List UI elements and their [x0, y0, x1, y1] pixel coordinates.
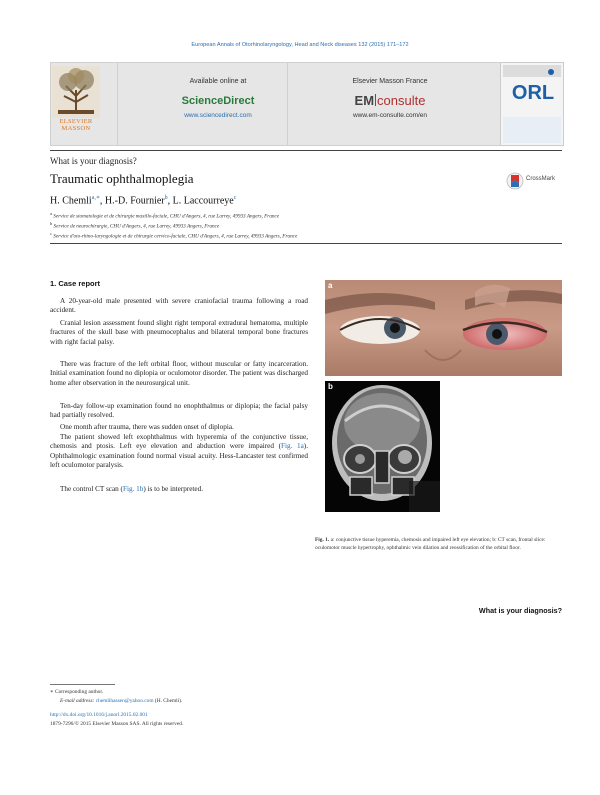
affiliation-marker: a — [50, 211, 52, 216]
author-name: H. Chemli — [50, 195, 92, 207]
panel-label-a: a — [328, 281, 333, 290]
affiliation — [50, 221, 219, 230]
figure-reference-link[interactable]: Fig. 1b — [122, 485, 144, 493]
doi-link[interactable] — [50, 712, 148, 718]
journal-cover-title: ORL — [511, 82, 555, 104]
email-note — [60, 698, 182, 704]
figure-panel-b-ct-scan — [325, 381, 440, 512]
paragraph: Cranial lesion assessment found slight right temporal extradural hematoma, multiple fractures of the skull base with pneumocephalus and bilateral temporal bone fractures with right facial palsy. — [50, 319, 308, 346]
author-name: H.-D. Fournier — [104, 195, 165, 207]
crossmark-badge[interactable] — [506, 172, 562, 190]
em-logo-right: consulte — [377, 93, 426, 108]
sciencedirect-logo[interactable]: ScienceDirect — [181, 95, 255, 107]
author-affil-marker[interactable]: a,∗ — [91, 195, 100, 201]
email-label: E-mail address: — [60, 698, 96, 704]
author-affil-marker[interactable]: c — [233, 195, 237, 201]
paragraph-text: The control CT scan ( — [60, 485, 123, 493]
crossmark-label: CrossMark — [526, 176, 556, 182]
affiliation-marker: c — [50, 231, 52, 236]
crossmark-icon — [506, 172, 524, 190]
corresponding-author-note: ∗ Corresponding author. — [50, 689, 104, 695]
paragraph-text: ) is to be interpreted. — [143, 485, 204, 493]
affiliation — [50, 211, 279, 220]
paragraph: Ten-day follow-up examination found no enophthalmus or diplopia; the facial palsy had partially resolved. — [50, 402, 308, 420]
elsevier-wordmark: ELSEVIER MASSON — [59, 118, 93, 132]
footnote-divider — [50, 684, 115, 685]
author-list — [50, 194, 236, 206]
article-title: Traumatic ophthalmoplegia — [50, 171, 194, 186]
diagnosis-question: What is your diagnosis? — [478, 606, 562, 615]
author-separator: , — [99, 195, 105, 207]
paragraph — [50, 433, 308, 470]
header-divider — [50, 150, 562, 151]
figure-panel-a-photo — [325, 280, 562, 376]
section-heading: 1. Case report — [50, 279, 101, 288]
figure-reference-link[interactable]: Fig. 1a — [280, 442, 304, 451]
em-consulte-logo[interactable] — [330, 93, 450, 108]
paragraph-text: ). Ophthalmologic examination found normal visual acuity. Hess-Lancaster test confirmed left oculomotor paralysis. — [50, 442, 308, 469]
affiliation-text: Service de stomatologie et de chirurgie maxillo-faciale, CHU d'Angers, 4, rue Larrey, 49933 Angers, France — [53, 213, 280, 220]
figure-caption — [315, 536, 562, 552]
paragraph: A 20-year-old male presented with severe craniofacial trauma following a road accident. — [50, 297, 308, 315]
journal-citation: European Annals of Otorhinolaryngology, Head and Neck diseases 132 (2015) 171–172 — [191, 42, 409, 48]
affiliation-text: Service d'oto-rhino-laryngologie et de chirurgie cervico-faciale, CHU d'Angers, 4, rue Larrey, 49933 Angers, France — [53, 233, 298, 240]
email-link[interactable]: chemlihassen@yahoo.com — [95, 698, 154, 704]
sciencedirect-link[interactable]: www.sciencedirect.com — [184, 112, 252, 119]
caption-label: Fig. 1. — [315, 537, 330, 543]
article-section-kicker: What is your diagnosis? — [50, 156, 137, 166]
affiliation — [50, 231, 297, 240]
body-divider — [50, 243, 562, 244]
panel-label-b: b — [328, 382, 333, 391]
em-publisher-name: Elsevier Masson France — [352, 78, 428, 85]
available-online-label: Available online at — [189, 78, 247, 85]
author-separator: , — [167, 195, 173, 207]
paragraph: There was fracture of the left orbital floor, without muscular or fatty incarceration. Initial examination found no diplopia or oculomotor disorder. The patient was discharged home after observation in the neurosurgical unit. — [50, 360, 308, 387]
doi-text: http://dx.doi.org/10.1016/j.anorl.2015.02.001 — [50, 712, 148, 718]
affiliation-text: Service de neurochirurgie, CHU d'Angers, 4, rue Larrey, 49933 Angers, France — [53, 223, 220, 230]
em-consulte-link[interactable]: www.em-consulte.com/en — [352, 112, 428, 119]
caption-text: a: conjunctive tissue hyperemia, chemosis and impaired left eye elevation; b: CT scan, frontal slice: oculomotor muscle hypertrophy, ophthalmic vein dilation and reossification of the orbital floor. — [315, 537, 546, 552]
em-logo-left: EM — [354, 93, 375, 108]
paragraph: One month after trauma, there was sudden onset of diplopia. — [60, 423, 234, 431]
author-name: L. Laccourreye — [172, 195, 234, 207]
paragraph — [50, 485, 308, 494]
copyright-notice: 1879-7296/© 2015 Elsevier Masson SAS. All rights reserved. — [50, 721, 184, 727]
author-affil-marker[interactable]: b — [164, 195, 168, 201]
affiliation-marker: b — [50, 221, 53, 226]
email-suffix: (H. Chemli). — [153, 698, 183, 704]
paragraph-text: The patient showed left exophthalmus with hyperemia of the conjunctive tissue, chemosis and ptosis. Left eye elevation and abduction were impaired ( — [50, 433, 308, 451]
